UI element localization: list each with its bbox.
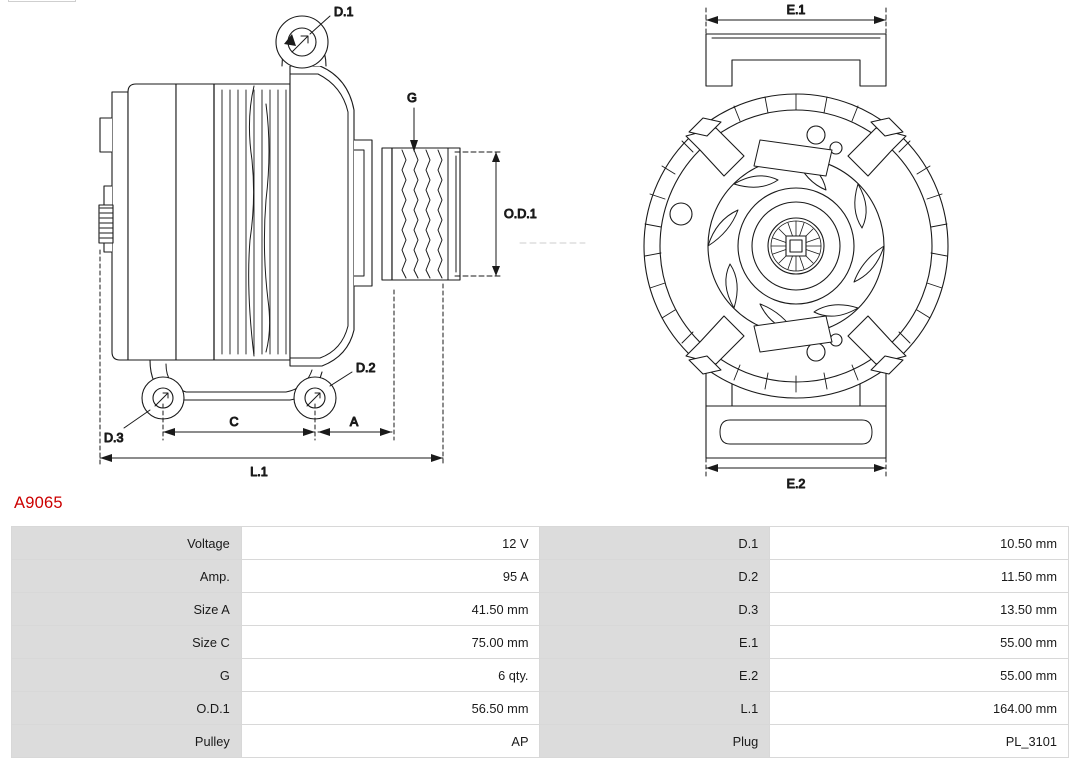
spec-value: PL_3101 [770, 725, 1069, 758]
spec-key: O.D.1 [12, 692, 242, 725]
dim-e2 [706, 458, 886, 478]
spec-key: Voltage [12, 527, 242, 560]
table-row [12, 560, 1069, 593]
label-d1: D.1 [334, 5, 354, 19]
spec-value: 95 A [241, 560, 540, 593]
label-e2: E.2 [786, 477, 806, 491]
label-od1: O.D.1 [504, 207, 537, 221]
spec-key: Size C [12, 626, 242, 659]
spec-value: 56.50 mm [241, 692, 540, 725]
spec-key: L.1 [540, 692, 770, 725]
spec-value: 11.50 mm [770, 560, 1069, 593]
table-row [12, 626, 1069, 659]
part-number: A9065 [14, 494, 63, 512]
label-d2: D.2 [356, 361, 376, 375]
spec-value: AP [241, 725, 540, 758]
spec-value: 12 V [241, 527, 540, 560]
spec-key: Pulley [12, 725, 242, 758]
spec-key: Amp. [12, 560, 242, 593]
spec-table [11, 526, 1069, 758]
spec-key: G [12, 659, 242, 692]
spec-value: 55.00 mm [770, 659, 1069, 692]
label-g: G [407, 91, 417, 105]
spec-value: 6 qty. [241, 659, 540, 692]
side-view-group [99, 5, 585, 479]
label-c: C [229, 415, 239, 429]
spec-value: 55.00 mm [770, 626, 1069, 659]
spec-table-wrapper [11, 526, 1069, 758]
spec-key: D.2 [540, 560, 770, 593]
spec-key: E.2 [540, 659, 770, 692]
table-row [12, 692, 1069, 725]
label-l1: L.1 [250, 465, 268, 479]
table-row [12, 593, 1069, 626]
label-e1: E.1 [786, 3, 806, 17]
dim-g [410, 108, 418, 152]
spec-key: Plug [540, 725, 770, 758]
spec-key: D.3 [540, 593, 770, 626]
spec-value: 41.50 mm [241, 593, 540, 626]
spec-key: Size A [12, 593, 242, 626]
end-view-group [644, 3, 948, 491]
label-a: A [349, 415, 359, 429]
spec-value: 164.00 mm [770, 692, 1069, 725]
spec-value: 10.50 mm [770, 527, 1069, 560]
dim-d2 [330, 372, 352, 386]
spec-value: 13.50 mm [770, 593, 1069, 626]
mount-hole-d1 [276, 16, 328, 68]
spec-table-body [12, 527, 1069, 758]
spec-value: 75.00 mm [241, 626, 540, 659]
table-row [12, 725, 1069, 758]
table-row [12, 527, 1069, 560]
dim-d3 [124, 410, 150, 428]
pulley [382, 148, 460, 280]
label-d3: D.3 [104, 431, 124, 445]
spec-key: D.1 [540, 527, 770, 560]
spec-key: E.1 [540, 626, 770, 659]
table-row [12, 659, 1069, 692]
